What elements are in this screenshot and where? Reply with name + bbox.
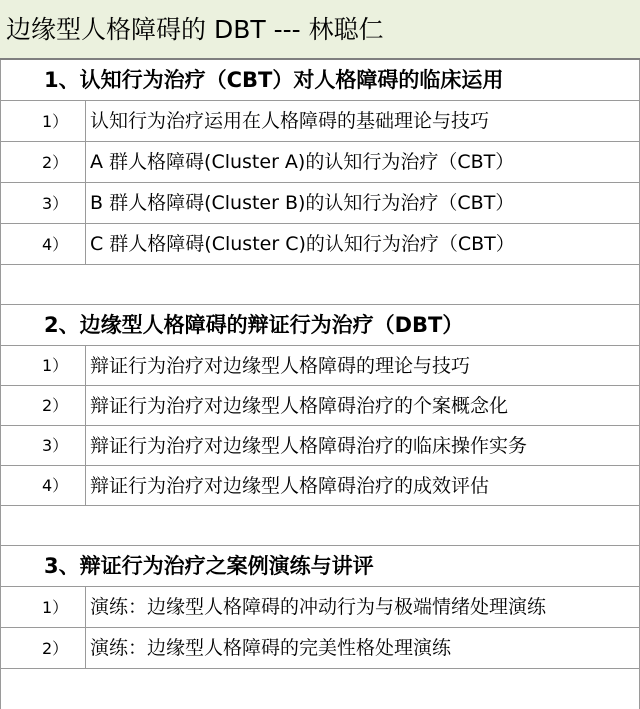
item-number: 3） [42, 436, 69, 455]
item-text: B 群人格障碍(Cluster B)的认知行为治疗（CBT） [90, 192, 515, 214]
item-number: 2） [42, 639, 69, 658]
section-heading-row[interactable] [0, 60, 640, 101]
table-row[interactable] [0, 101, 640, 142]
number-cell [0, 386, 86, 425]
number-cell [0, 466, 86, 505]
item-number: 1） [42, 112, 69, 131]
item-text: 辩证行为治疗对边缘型人格障碍的理论与技巧 [90, 355, 471, 377]
item-number: 4） [42, 476, 69, 495]
number-cell [0, 224, 86, 264]
item-text: 辩证行为治疗对边缘型人格障碍治疗的成效评估 [90, 475, 490, 497]
number-cell [0, 346, 86, 385]
item-number: 1） [42, 598, 69, 617]
table-row[interactable] [0, 426, 640, 466]
section-heading-row[interactable] [0, 305, 640, 346]
section-heading-row[interactable] [0, 546, 640, 587]
item-number: 3） [42, 194, 69, 213]
item-number: 2） [42, 153, 69, 172]
table-row[interactable] [0, 587, 640, 628]
table-row[interactable] [0, 183, 640, 224]
table-row[interactable] [0, 346, 640, 386]
table-row[interactable] [0, 628, 640, 669]
blank-row[interactable] [0, 506, 640, 546]
number-cell [0, 628, 86, 668]
item-text: 演练：边缘型人格障碍的冲动行为与极端情绪处理演练 [90, 596, 547, 618]
grid-line [0, 60, 1, 709]
item-text: 认知行为治疗运用在人格障碍的基础理论与技巧 [90, 110, 490, 132]
item-text: 演练：边缘型人格障碍的完美性格处理演练 [90, 637, 452, 659]
blank-row[interactable] [0, 669, 640, 709]
number-cell [0, 587, 86, 627]
table-row[interactable] [0, 466, 640, 506]
item-number: 2） [42, 396, 69, 415]
table-row[interactable] [0, 142, 640, 183]
item-number: 1） [42, 356, 69, 375]
item-text: 辩证行为治疗对边缘型人格障碍治疗的个案概念化 [90, 395, 509, 417]
title-row[interactable] [0, 0, 640, 60]
table-row[interactable] [0, 224, 640, 265]
section-heading: 2、边缘型人格障碍的辩证行为治疗（DBT） [44, 313, 464, 337]
number-cell [0, 142, 86, 182]
number-cell [0, 183, 86, 223]
item-text: 辩证行为治疗对边缘型人格障碍治疗的临床操作实务 [90, 435, 528, 457]
blank-row[interactable] [0, 265, 640, 305]
item-number: 4） [42, 235, 69, 254]
table-row[interactable] [0, 386, 640, 426]
item-text: C 群人格障碍(Cluster C)的认知行为治疗（CBT） [90, 233, 515, 255]
number-cell [0, 101, 86, 141]
item-text: A 群人格障碍(Cluster A)的认知行为治疗（CBT） [90, 151, 515, 173]
page-title: 边缘型人格障碍的 DBT --- 林聪仁 [6, 15, 384, 44]
section-heading: 1、认知行为治疗（CBT）对人格障碍的临床运用 [44, 68, 504, 92]
section-heading: 3、辩证行为治疗之案例演练与讲评 [44, 554, 374, 578]
number-cell [0, 426, 86, 465]
